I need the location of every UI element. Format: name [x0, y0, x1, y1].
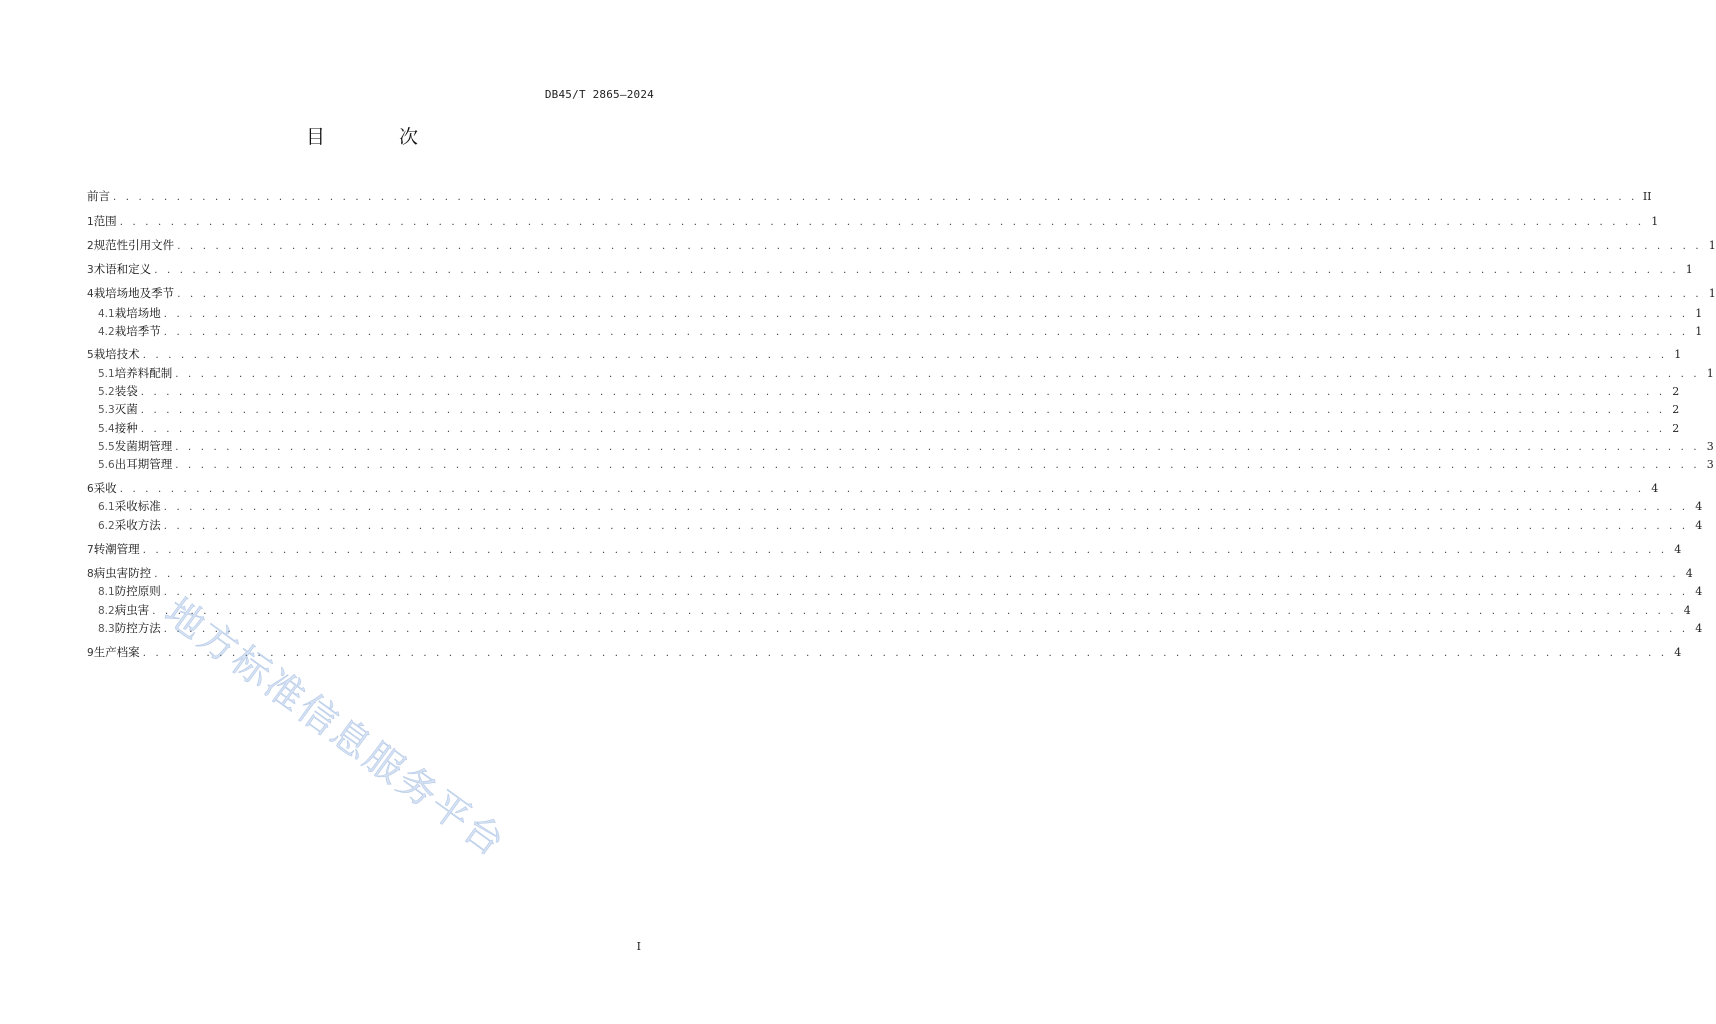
- toc-leader-dots: . . . . . . . . . . . . . . . . . . . . . . . . . . . . . . . . . . . . . . . . . . . . . . . . . . . . . . . . . . . . . . . . . . . . . . . . . . . . . . . . . . . . . . . . . . . . . . . . . . . . . . . . . . . . . . . . . . . . . . . .: [142, 648, 1668, 659]
- toc-entry-number: 8.3: [98, 623, 115, 635]
- toc-entry-page: 4: [1651, 482, 1659, 495]
- toc-entry-page: 4: [1695, 519, 1703, 532]
- toc-entry-number: 4.1: [98, 308, 115, 320]
- toc-entry[interactable]: [87, 480, 1659, 496]
- toc-entry[interactable]: [87, 188, 1652, 204]
- toc-entry[interactable]: [87, 346, 1682, 362]
- toc-entry[interactable]: [87, 237, 1716, 253]
- toc-entry[interactable]: [87, 456, 1714, 472]
- document-code: DB45/T 2865—2024: [544, 88, 654, 101]
- toc-leader-dots: . . . . . . . . . . . . . . . . . . . . . . . . . . . . . . . . . . . . . . . . . . . . . . . . . . . . . . . . . . . . . . . . . . . . . . . . . . . . . . . . . . . . . . . . . . . . . . . . . . . . . . . . . . . . . . . . . . . . . . . .: [175, 460, 1700, 471]
- toc-leader-dots: . . . . . . . . . . . . . . . . . . . . . . . . . . . . . . . . . . . . . . . . . . . . . . . . . . . . . . . . . . . . . . . . . . . . . . . . . . . . . . . . . . . . . . . . . . . . . . . . . . . . . . . . . . . . . . . . . . . . . . . .: [140, 405, 1666, 416]
- toc-entry-label: 装袋: [114, 384, 138, 398]
- toc-entry[interactable]: [87, 541, 1682, 557]
- toc-leader-dots: . . . . . . . . . . . . . . . . . . . . . . . . . . . . . . . . . . . . . . . . . . . . . . . . . . . . . . . . . . . . . . . . . . . . . . . . . . . . . . . . . . . . . . . . . . . . . . . . . . . . . . . . . . . . . . . . . . . . . . . .: [175, 442, 1700, 453]
- toc-entry-number: 8.1: [98, 586, 115, 598]
- toc-entry-label: 栽培季节: [114, 324, 161, 338]
- toc-entry-page: 1: [1708, 239, 1716, 252]
- toc-entry[interactable]: [87, 365, 1714, 381]
- toc-leader-dots: . . . . . . . . . . . . . . . . . . . . . . . . . . . . . . . . . . . . . . . . . . . . . . . . . . . . . . . . . . . . . . . . . . . . . . . . . . . . . . . . . . . . . . . . . . . . . . . . . . . . . . . . . . . . . . . . . . . . . . . .: [154, 265, 1679, 276]
- toc-entry[interactable]: [87, 644, 1682, 660]
- toc-entry-number: 5.6: [98, 459, 115, 471]
- toc-entry-label: 病虫害: [114, 603, 150, 617]
- toc-entry-page: 1: [1695, 325, 1703, 338]
- toc-entry-page: 4: [1695, 622, 1703, 635]
- toc-entry-number: 8: [87, 568, 94, 580]
- toc-entry-number: 6: [87, 483, 94, 495]
- toc-entry[interactable]: [87, 517, 1703, 533]
- toc-entry-page: 1: [1708, 287, 1716, 300]
- toc-entry-number: 5.2: [98, 386, 115, 398]
- toc-entry-number: 4.2: [98, 326, 115, 338]
- toc-entry-page: 4: [1674, 543, 1682, 556]
- page-number: I: [636, 940, 641, 953]
- toc-leader-dots: . . . . . . . . . . . . . . . . . . . . . . . . . . . . . . . . . . . . . . . . . . . . . . . . . . . . . . . . . . . . . . . . . . . . . . . . . . . . . . . . . . . . . . . . . . . . . . . . . . . . . . . . . . . . . . . . . . . . . . . .: [163, 309, 1689, 320]
- toc-entry-number: 6.2: [98, 520, 115, 532]
- toc-entry-number: 7: [87, 544, 94, 556]
- toc-entry-label: 栽培场地: [114, 306, 161, 320]
- toc-leader-dots: . . . . . . . . . . . . . . . . . . . . . . . . . . . . . . . . . . . . . . . . . . . . . . . . . . . . . . . . . . . . . . . . . . . . . . . . . . . . . . . . . . . . . . . . . . . . . . . . . . . . . . . . . . . . . . . . . . . . . . . .: [163, 327, 1689, 338]
- toc-entry[interactable]: [87, 285, 1716, 301]
- toc-entry-label: 发菌期管理: [114, 439, 173, 453]
- toc-leader-dots: . . . . . . . . . . . . . . . . . . . . . . . . . . . . . . . . . . . . . . . . . . . . . . . . . . . . . . . . . . . . . . . . . . . . . . . . . . . . . . . . . . . . . . . . . . . . . . . . . . . . . . . . . . . . . . . . . . . . . . . .: [177, 241, 1702, 252]
- toc-entry[interactable]: [87, 305, 1703, 321]
- toc-entry-label: 灭菌: [114, 402, 138, 416]
- toc-entry[interactable]: [87, 438, 1714, 454]
- toc-entry-page: 4: [1683, 604, 1691, 617]
- toc-leader-dots: . . . . . . . . . . . . . . . . . . . . . . . . . . . . . . . . . . . . . . . . . . . . . . . . . . . . . . . . . . . . . . . . . . . . . . . . . . . . . . . . . . . . . . . . . . . . . . . . . . . . . . . . . . . . . . . . . . . . . . . .: [113, 192, 1638, 203]
- toc-entry-number: 5.1: [98, 368, 115, 380]
- toc-leader-dots: . . . . . . . . . . . . . . . . . . . . . . . . . . . . . . . . . . . . . . . . . . . . . . . . . . . . . . . . . . . . . . . . . . . . . . . . . . . . . . . . . . . . . . . . . . . . . . . . . . . . . . . . . . . . . . . . . . . . . . . .: [163, 521, 1689, 532]
- toc-leader-dots: . . . . . . . . . . . . . . . . . . . . . . . . . . . . . . . . . . . . . . . . . . . . . . . . . . . . . . . . . . . . . . . . . . . . . . . . . . . . . . . . . . . . . . . . . . . . . . . . . . . . . . . . . . . . . . . . . . . . . . . .: [140, 424, 1666, 435]
- toc-entry-label: 防控方法: [114, 621, 161, 635]
- toc-entry-page: 3: [1706, 458, 1714, 471]
- toc-entry-label: 病虫害防控: [93, 566, 152, 580]
- toc-entry-page: 1: [1674, 348, 1682, 361]
- toc-entry-page: 4: [1695, 500, 1703, 513]
- toc-leader-dots: . . . . . . . . . . . . . . . . . . . . . . . . . . . . . . . . . . . . . . . . . . . . . . . . . . . . . . . . . . . . . . . . . . . . . . . . . . . . . . . . . . . . . . . . . . . . . . . . . . . . . . . . . . . . . . . . . . . . . . . .: [142, 545, 1668, 556]
- toc-entry-label: 采收标准: [114, 499, 161, 513]
- toc-entry-label: 采收: [93, 481, 117, 495]
- toc-entry-page: 4: [1674, 646, 1682, 659]
- watermark: 地方标准信息服务平台: [156, 589, 515, 866]
- toc-entry[interactable]: [87, 261, 1693, 277]
- toc-entry-number: 5.4: [98, 423, 115, 435]
- toc-entry-label: 范围: [93, 214, 117, 228]
- toc-entry[interactable]: [87, 401, 1680, 417]
- toc-entry-label: 接种: [114, 421, 138, 435]
- toc-entry-label: 前言: [87, 189, 110, 203]
- toc-entry-number: 1: [87, 216, 94, 228]
- toc-entry-label: 出耳期管理: [114, 457, 173, 471]
- toc-entry-number: 4: [87, 288, 94, 300]
- toc-entry-page: 1: [1706, 367, 1714, 380]
- toc-entry-label: 转潮管理: [93, 542, 140, 556]
- toc-entry-number: 5.5: [98, 441, 115, 453]
- toc-leader-dots: . . . . . . . . . . . . . . . . . . . . . . . . . . . . . . . . . . . . . . . . . . . . . . . . . . . . . . . . . . . . . . . . . . . . . . . . . . . . . . . . . . . . . . . . . . . . . . . . . . . . . . . . . . . . . . . . . . . . . . . .: [177, 289, 1702, 300]
- toc-entry-label: 术语和定义: [93, 262, 152, 276]
- toc-leader-dots: . . . . . . . . . . . . . . . . . . . . . . . . . . . . . . . . . . . . . . . . . . . . . . . . . . . . . . . . . . . . . . . . . . . . . . . . . . . . . . . . . . . . . . . . . . . . . . . . . . . . . . . . . . . . . . . . . . . . . . . .: [163, 502, 1689, 513]
- toc-entry[interactable]: [87, 323, 1703, 339]
- toc-entry[interactable]: [87, 213, 1659, 229]
- toc-entry-page: 4: [1695, 585, 1703, 598]
- toc-leader-dots: . . . . . . . . . . . . . . . . . . . . . . . . . . . . . . . . . . . . . . . . . . . . . . . . . . . . . . . . . . . . . . . . . . . . . . . . . . . . . . . . . . . . . . . . . . . . . . . . . . . . . . . . . . . . . . . . . . . . . . . .: [142, 350, 1668, 361]
- toc-entry-page: 2: [1672, 422, 1680, 435]
- page-title: 目 次: [305, 126, 453, 148]
- toc-entry-page: 2: [1672, 403, 1680, 416]
- toc-leader-dots: . . . . . . . . . . . . . . . . . . . . . . . . . . . . . . . . . . . . . . . . . . . . . . . . . . . . . . . . . . . . . . . . . . . . . . . . . . . . . . . . . . . . . . . . . . . . . . . . . . . . . . . . . . . . . . . . . . . . . . . .: [154, 569, 1679, 580]
- toc-entry-label: 栽培场地及季节: [93, 286, 175, 300]
- toc-leader-dots: . . . . . . . . . . . . . . . . . . . . . . . . . . . . . . . . . . . . . . . . . . . . . . . . . . . . . . . . . . . . . . . . . . . . . . . . . . . . . . . . . . . . . . . . . . . . . . . . . . . . . . . . . . . . . . . . . . . . . . . .: [163, 624, 1689, 635]
- toc-entry-number: 5.3: [98, 404, 115, 416]
- toc-entry-number: 8.2: [98, 605, 115, 617]
- toc-leader-dots: . . . . . . . . . . . . . . . . . . . . . . . . . . . . . . . . . . . . . . . . . . . . . . . . . . . . . . . . . . . . . . . . . . . . . . . . . . . . . . . . . . . . . . . . . . . . . . . . . . . . . . . . . . . . . . . . . . . . . . . .: [163, 587, 1689, 598]
- toc-entry[interactable]: [87, 420, 1680, 436]
- toc-entry-label: 栽培技术: [93, 347, 140, 361]
- toc-entry-number: 2: [87, 240, 94, 252]
- toc-entry-number: 9: [87, 647, 94, 659]
- toc-leader-dots: . . . . . . . . . . . . . . . . . . . . . . . . . . . . . . . . . . . . . . . . . . . . . . . . . . . . . . . . . . . . . . . . . . . . . . . . . . . . . . . . . . . . . . . . . . . . . . . . . . . . . . . . . . . . . . . . . . . . . . . .: [119, 217, 1645, 228]
- toc-entry-number: 6.1: [98, 501, 115, 513]
- toc-entry-page: II: [1642, 190, 1652, 203]
- toc-entry-label: 防控原则: [114, 584, 161, 598]
- toc-entry[interactable]: [87, 383, 1680, 399]
- toc-entry-page: 2: [1672, 385, 1680, 398]
- toc-leader-dots: . . . . . . . . . . . . . . . . . . . . . . . . . . . . . . . . . . . . . . . . . . . . . . . . . . . . . . . . . . . . . . . . . . . . . . . . . . . . . . . . . . . . . . . . . . . . . . . . . . . . . . . . . . . . . . . . . . . . . . . .: [152, 606, 1677, 617]
- toc-entry-page: 4: [1685, 567, 1693, 580]
- toc-entry-page: 1: [1685, 263, 1693, 276]
- toc-leader-dots: . . . . . . . . . . . . . . . . . . . . . . . . . . . . . . . . . . . . . . . . . . . . . . . . . . . . . . . . . . . . . . . . . . . . . . . . . . . . . . . . . . . . . . . . . . . . . . . . . . . . . . . . . . . . . . . . . . . . . . . .: [175, 369, 1700, 380]
- toc-entry-number: 3: [87, 264, 94, 276]
- toc-entry-page: 1: [1695, 307, 1703, 320]
- toc-entry-label: 生产档案: [93, 645, 140, 659]
- toc-entry-label: 采收方法: [114, 518, 161, 532]
- toc-entry-label: 培养料配制: [114, 366, 173, 380]
- toc-entry-number: 5: [87, 349, 94, 361]
- toc-entry-page: 1: [1651, 215, 1659, 228]
- toc-leader-dots: . . . . . . . . . . . . . . . . . . . . . . . . . . . . . . . . . . . . . . . . . . . . . . . . . . . . . . . . . . . . . . . . . . . . . . . . . . . . . . . . . . . . . . . . . . . . . . . . . . . . . . . . . . . . . . . . . . . . . . . .: [119, 484, 1645, 495]
- toc-leader-dots: . . . . . . . . . . . . . . . . . . . . . . . . . . . . . . . . . . . . . . . . . . . . . . . . . . . . . . . . . . . . . . . . . . . . . . . . . . . . . . . . . . . . . . . . . . . . . . . . . . . . . . . . . . . . . . . . . . . . . . . .: [140, 387, 1666, 398]
- toc-entry-page: 3: [1706, 440, 1714, 453]
- toc-entry[interactable]: [87, 583, 1703, 599]
- toc-entry[interactable]: [87, 565, 1693, 581]
- toc-entry[interactable]: [87, 498, 1703, 514]
- toc-entry-label: 规范性引用文件: [93, 238, 175, 252]
